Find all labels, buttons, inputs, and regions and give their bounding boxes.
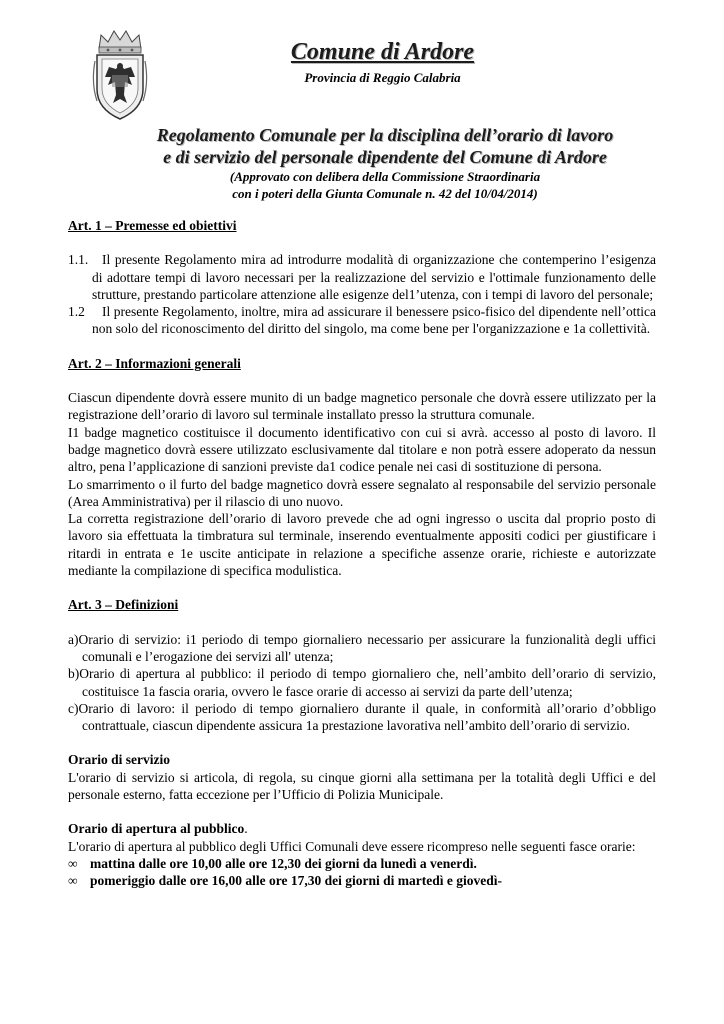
schedule-bullet (68, 855, 656, 872)
item-text: Il presente Regolamento, inoltre, mira ad assicurare il benessere psico-fisico del dipendente nell’ottica non solo del riconoscimento del diritto del singolo, ma come bene per l'organizzazione e 1a collettività. (92, 304, 656, 337)
province-subtitle: Provincia di Reggio Calabria (304, 70, 461, 85)
section-heading-orario-servizio: Orario di servizio (68, 752, 170, 768)
article-1-heading: Art. 1 – Premesse ed obiettivi (68, 218, 237, 233)
schedule-bullet-text: mattina dalle ore 10,00 alle ore 12,30 dei giorni da lunedì a venerdì. (90, 855, 477, 871)
item-text: Il presente Regolamento mira ad introdurre modalità di organizzazione che contemperino l’esigenza di adottare tempi di lavoro necessari per la realizzazione del servizio e l'ottimale funzionamento delle strutture, prestando particolare attenzione alle esigenze del1’utenza, con i tempi di lavoro del personale; (92, 252, 656, 302)
approval-note (150, 168, 620, 202)
definition-item: a)Orario di servizio: i1 periodo di tempo giornaliero necessario per assicurare la funzionalità degli uffici comunali e l’erogazione dei servizi all' utenza; (68, 631, 656, 664)
schedule-bullet-text: pomeriggio dalle ore 16,00 alle ore 17,30 dei giorni di martedì e giovedì- (90, 873, 502, 889)
article-2-paragraph: La corretta registrazione dell’orario di lavoro prevede che ad ogni ingresso o uscita dal proprio posto di lavoro sia effettuata la timbratura sul terminale, inserendo eventualmente appositi codici per giustificare i ritardi in entrata e 1e uscite anticipate in relazione a specifiche assenze orarie, richieste e autorizzate mediante la compilazione di specifica modulistica. (68, 511, 656, 579)
document-body (68, 217, 656, 890)
definition-item: b)Orario di apertura al pubblico: il periodo di tempo giornaliero che, nell’ambito dell’orario di servizio, costituisce 1a fascia oraria, ovvero le fasce orarie di accesso ai servizi da parte dell’utenza; (68, 666, 656, 699)
article-2-heading: Art. 2 – Informazioni generali (68, 355, 241, 371)
section-heading-orario-apertura: Orario di apertura al pubblico. (68, 821, 248, 837)
article-2-paragraph: Lo smarrimento o il furto del badge magnetico dovrà essere segnalato al responsabile del servizio personale (Area Amministrativa) per il rilascio di uno nuovo. (68, 476, 656, 509)
article-2-paragraph: Ciascun dipendente dovrà essere munito di un badge magnetico personale che dovrà essere utilizzato per la registrazione dell’orario di lavoro sul terminale installato presso la struttura comunale. (68, 390, 656, 423)
article-1-item (68, 251, 656, 303)
section-text-orario-servizio: L'orario di servizio si articola, di regola, su cinque giorni alla settimana per la totalità degli Uffici e del personale esterno, fatta eccezione per l’Ufficio di Polizia Municipale. (68, 769, 656, 803)
item-number: 1.2 (68, 304, 85, 320)
approval-note-line-2: con i poteri della Giunta Comunale n. 42 del 10/04/2014) (232, 186, 538, 201)
definition-item: c)Orario di lavoro: il periodo di tempo giornaliero durante il quale, in conformità all’orario d’obbligo contrattuale, ciascun dipendente assicura 1a prestazione lavorativa nell’ambito dell’orario di servizio. (68, 700, 656, 734)
coat-of-arms-icon (91, 27, 149, 122)
regulation-title (110, 124, 660, 168)
regulation-title-line-1: Regolamento Comunale per la disciplina dell’orario di lavoro (156, 125, 614, 145)
item-number: 1.1. (68, 252, 89, 268)
article-2-paragraph: I1 badge magnetico costituisce il documento identificativo con cui si avrà. accesso al posto di lavoro. Il badge magnetico dovrà essere utilizzato esclusivamente dal titolare e non potrà essere adoperato da nessun altro, pena l’applicazione di sanzioni previste da1 codice penale nei casi di sostituzione di persona. (68, 424, 656, 475)
regulation-title-line-2: e di servizio del personale dipendente del Comune di Ardore (163, 147, 607, 167)
infinity-bullet-icon: ∞ (68, 855, 78, 871)
schedule-bullet (68, 872, 656, 889)
section-text-orario-apertura: L'orario di apertura al pubblico degli Uffici Comunali deve essere ricompreso nelle seguenti fasce orarie: (68, 838, 636, 854)
article-1-item (68, 303, 656, 338)
infinity-bullet-icon: ∞ (68, 873, 78, 889)
approval-note-line-1: (Approvato con delibera della Commissione Straordinaria (229, 169, 541, 184)
municipality-title: Comune di Ardore (290, 39, 475, 65)
article-3-heading: Art. 3 – Definizioni (68, 597, 179, 613)
